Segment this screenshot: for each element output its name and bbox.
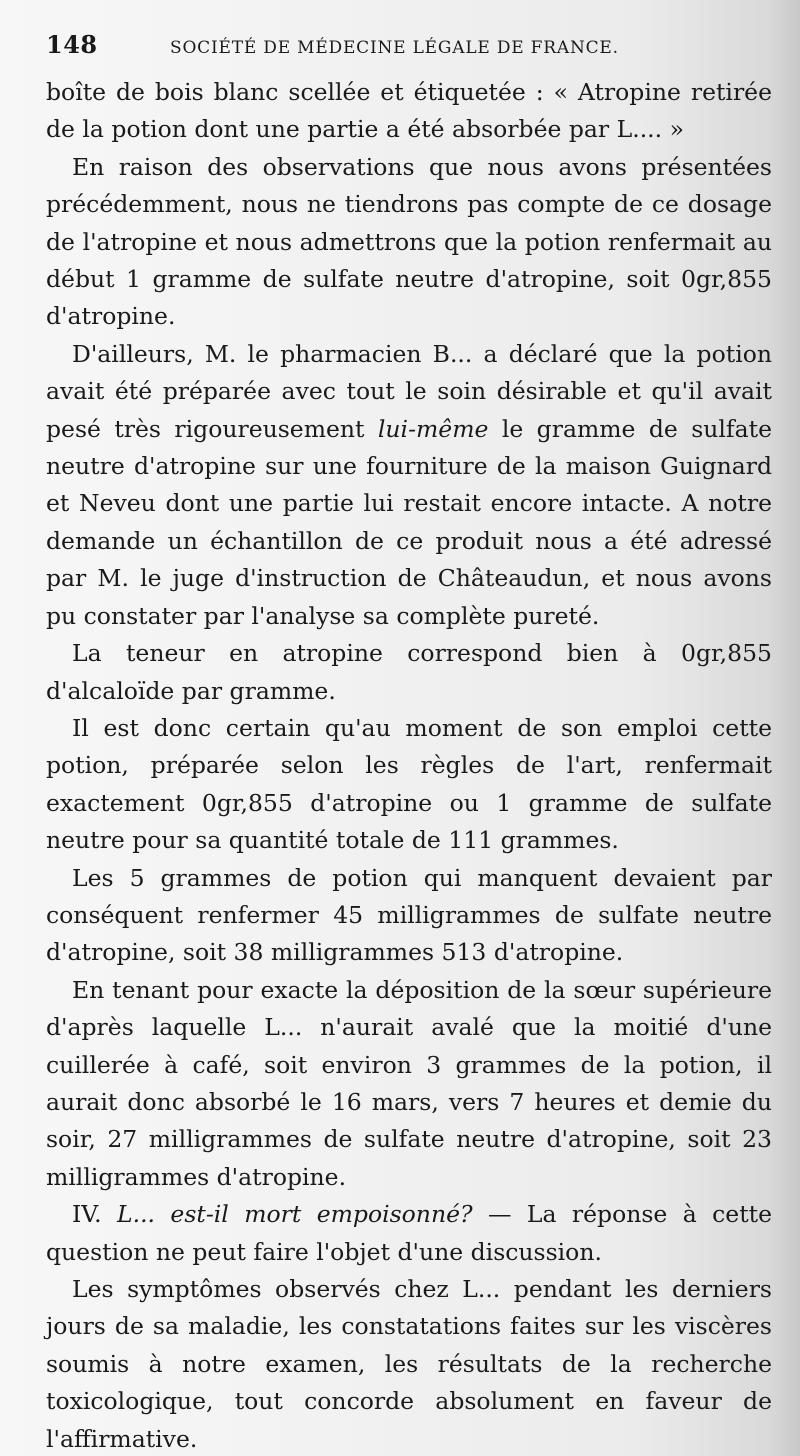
paragraph: boîte de bois blanc scellée et étiquetée : « Atropine retirée de la potion dont une partie a été absorbée par L.... »: [46, 78, 772, 144]
paragraph-text: le gramme de sulfate neutre d'atropine sur une fourniture de la maison Guignard et Neveu dont une partie lui restait encore intacte. A notre demande un échantillon de ce produit nous a été adressé par M. le juge d'instruction de Châteaudun, et nous avons pu constater par l'analyse sa complète pureté.: [46, 414, 772, 630]
running-title: SOCIÉTÉ DE MÉDECINE LÉGALE DE FRANCE.: [170, 38, 619, 58]
section-number: IV.: [72, 1200, 118, 1229]
body-text: [46, 74, 772, 1456]
paragraph: Il est donc certain qu'au moment de son emploi cette potion, préparée selon les règles de l'art, renfermait exactement 0gr,855 d'atropine ou 1 gramme de sulfate neutre pour sa quantité totale de 111 grammes.: [46, 713, 772, 855]
paragraph: La teneur en atropine correspond bien à 0gr,855 d'alcaloïde par gramme.: [46, 639, 772, 705]
paragraph: En raison des observations que nous avons présentées précédemment, nous ne tiendrons pas compte de ce dosage de l'atropine et nous admettrons que la potion renfermait au début 1 gramme de sulfate neutre d'atropine, soit 0gr,855 d'atropine.: [46, 152, 772, 331]
emphasis-text: lui-même: [377, 414, 489, 443]
section-question: L... est-il mort empoisonné?: [117, 1200, 473, 1229]
paragraph: Les 5 grammes de potion qui manquent devaient par conséquent renfermer 45 milligrammes de sulfate neutre d'atropine, soit 38 milligrammes 513 d'atropine.: [46, 863, 772, 967]
paragraph: En tenant pour exacte la déposition de la sœur supérieure d'après laquelle L... n'aurait avalé que la moitié d'une cuillerée à café, soit environ 3 grammes de la potion, il aurait donc absorbé le 16 mars, vers 7 heures et demie du soir, 27 milligrammes de sulfate neutre d'atropine, soit 23 milligrammes d'atropine.: [46, 975, 772, 1191]
paragraph-text: D'ailleurs, M. le pharmacien B... a déclaré que la potion avait été préparée avec tout le soin désirable et qu'il avait pesé très rigoureusement: [46, 339, 772, 443]
section-heading-paragraph: [46, 1196, 772, 1271]
page-header: [46, 30, 772, 74]
paragraph-text: — La réponse à cette question ne peut faire l'objet d'une discussion.: [46, 1200, 772, 1266]
paragraph: Les symptômes observés chez L... pendant les derniers jours de sa maladie, les constatations faites sur les viscères soumis à notre examen, les résultats de la recherche toxicologique, tout concorde absolument en faveur de l'affirmative.: [46, 1275, 772, 1453]
page-number: 148: [46, 30, 98, 59]
paragraph: [46, 336, 772, 635]
